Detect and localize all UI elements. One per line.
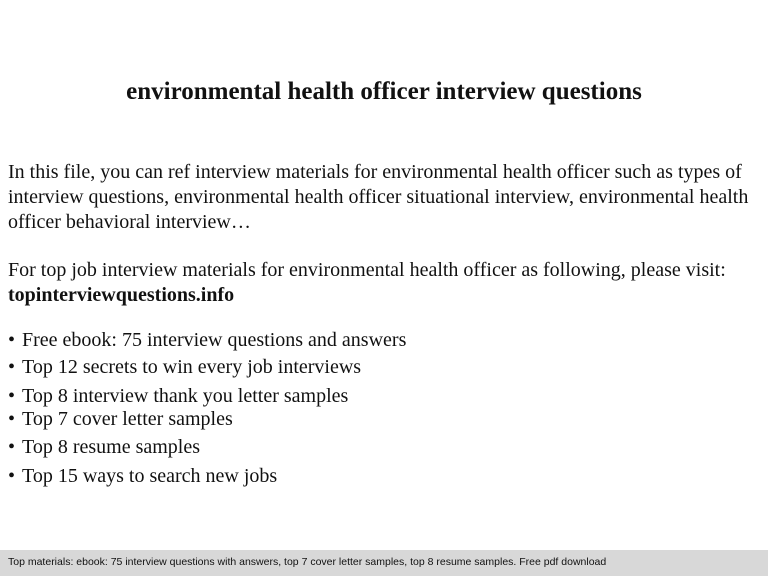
visit-text: For top job interview materials for environmental health officer as following, please visit: [8, 259, 726, 281]
slide-title: environmental health officer interview questions [126, 78, 642, 105]
bullet-icon: • [8, 385, 16, 407]
list-item-text: Free ebook: 75 interview questions and answers [22, 329, 407, 351]
list-item-text: Top 8 resume samples [22, 436, 201, 458]
site-link[interactable]: topinterviewquestions.info [8, 284, 235, 306]
footer-text: Top materials: ebook: 75 interview questions with answers, top 7 cover letter samples, top 8 resume samples. Free pdf download [8, 556, 607, 568]
list-item [8, 384, 348, 409]
list-item [8, 407, 233, 432]
bullet-icon: • [8, 329, 16, 351]
bullet-icon: • [8, 465, 16, 487]
list-item-text: Top 7 cover letter samples [22, 408, 233, 430]
visit-paragraph [8, 258, 758, 308]
list-item [8, 355, 361, 380]
bullet-icon: • [8, 408, 16, 430]
list-item-text: Top 8 interview thank you letter samples [22, 385, 349, 407]
footer-bar [0, 550, 768, 576]
bullet-icon: • [8, 356, 16, 378]
list-item-text: Top 12 secrets to win every job interviews [22, 356, 362, 378]
intro-paragraph: In this file, you can ref interview materials for environmental health officer such as types of interview questions, environmental health officer situational interview, environmental health officer behavioral interview… [8, 161, 749, 233]
list-item-text: Top 15 ways to search new jobs [22, 465, 278, 487]
list-item [8, 464, 277, 489]
list-item [8, 328, 406, 353]
bullet-icon: • [8, 436, 16, 458]
list-item [8, 435, 200, 460]
